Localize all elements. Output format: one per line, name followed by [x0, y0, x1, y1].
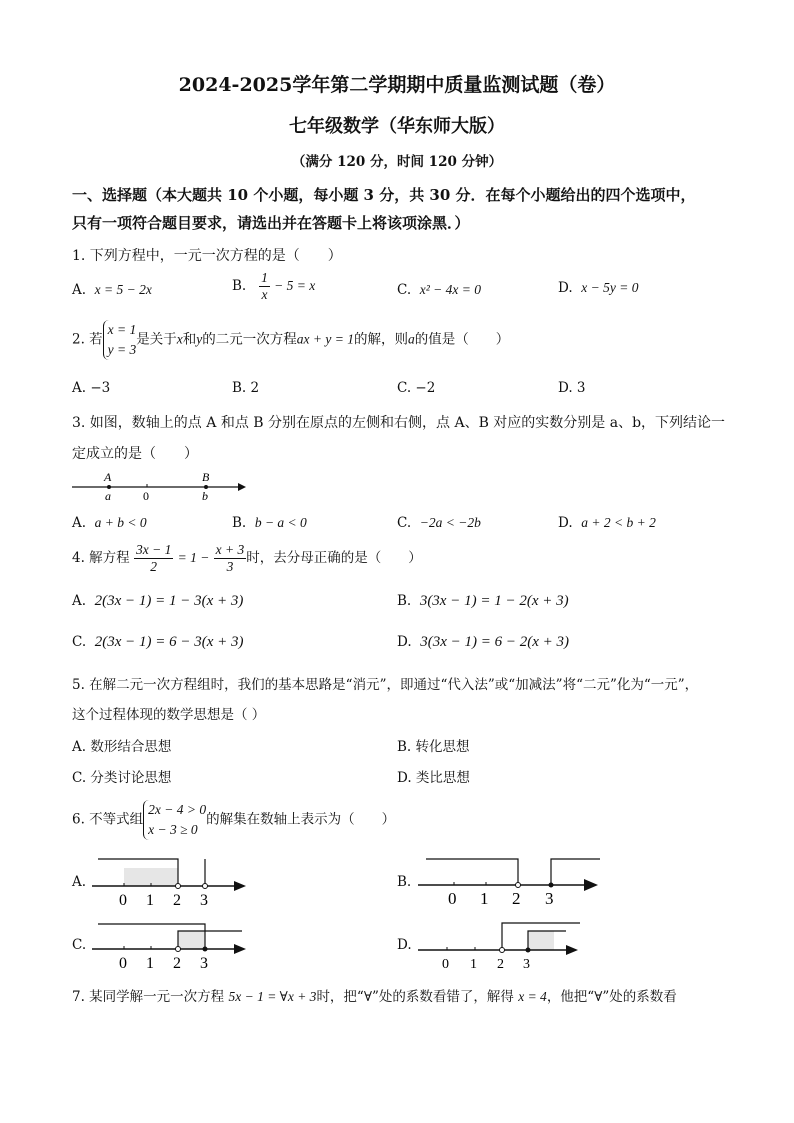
q6c-tick-1: 1: [146, 955, 154, 972]
q6-option-a-number-line: [88, 855, 248, 911]
q6c-tick-3: 3: [200, 955, 208, 972]
q4-option-c-expr: 2(3x − 1) = 6 − 3(x + 3): [94, 634, 244, 650]
q6-option-d-label: D.: [397, 937, 412, 953]
q2-option-a: A. −3: [72, 380, 111, 396]
q1-option-d: [558, 280, 638, 296]
q6-system: [143, 800, 206, 840]
q4-suffix: 时，去分母正确的是（ ）: [246, 550, 422, 566]
q6-option-c-label: C.: [72, 937, 87, 953]
section-heading-line2: 只有一项符合题目要求，请选出并在答题卡上将该项涂黑．）: [72, 214, 470, 232]
q6a-tick-3: 3: [200, 892, 208, 909]
q3-number-line: [70, 468, 255, 508]
q6b-tick-0: 0: [448, 889, 457, 908]
q6-system-eq1: 2x − 4 > 0: [148, 802, 207, 817]
q5-option-d: D. 类比思想: [397, 770, 470, 786]
q1-option-c-expr: x² − 4x = 0: [419, 282, 481, 297]
q1-option-d-label: D.: [558, 280, 573, 296]
q1-option-b-num: 1: [261, 270, 268, 285]
q6-option-b-number-line: [414, 852, 604, 908]
q7-solution: x = 4: [518, 989, 547, 1004]
q1-option-b-rest: − 5 = x: [274, 278, 316, 293]
q4-option-d-expr: 3(3x − 1) = 6 − 2(x + 3): [420, 634, 570, 650]
q5-option-a: A. 数形结合思想: [72, 739, 172, 755]
q6b-tick-2: 2: [512, 889, 521, 908]
q1-option-b-label: B.: [232, 278, 247, 294]
q3-option-c-label: C.: [397, 515, 412, 531]
q4-fraction-2-den: 3: [226, 559, 234, 574]
q1-option-a: [72, 282, 152, 298]
q3-option-b-expr: b − a < 0: [254, 515, 307, 530]
q6-stem: [72, 800, 395, 840]
q3-stem-line2: 定成立的是（ ）: [72, 446, 198, 462]
q4-option-c: [72, 634, 244, 651]
q4-mid: = 1 −: [177, 550, 210, 565]
q6d-tick-1: 1: [470, 957, 477, 972]
q1-option-c: [397, 282, 481, 298]
q4-fraction-1-num: 3x − 1: [135, 542, 172, 557]
q7-mid: 时，把“: [316, 989, 364, 1005]
q2-var-y: y: [196, 331, 203, 347]
q6d-tick-3: 3: [523, 957, 530, 972]
q3-point-a-label: A: [104, 470, 112, 484]
q6b-tick-1: 1: [480, 889, 489, 908]
q3-option-a: [72, 515, 147, 531]
section-heading-line1: 一、选择题（本大题共 10 个小题，每小题 3 分，共 30 分．在每个小题给出的四个选项中，: [72, 186, 696, 204]
q4-option-b-expr: 3(3x − 1) = 1 − 2(x + 3): [419, 593, 569, 609]
q6c-tick-2: 2: [173, 955, 181, 972]
q3-value-b: b: [202, 489, 208, 503]
q3-option-d-label: D.: [558, 515, 573, 531]
q2-var-x: x: [176, 331, 183, 347]
q2-mid1: 是关于: [136, 331, 177, 348]
q7-mid3: ，他把“: [546, 989, 595, 1005]
q2-stem: [72, 320, 509, 360]
q7-mid2: ”处的系数看错了，解得: [372, 989, 514, 1005]
q2-mid4: 的解，则: [354, 331, 408, 348]
q2-system: [103, 320, 137, 360]
q4-stem: [72, 542, 422, 575]
q3-option-a-expr: a + b < 0: [94, 515, 147, 530]
q3-point-b-label: B: [202, 470, 210, 484]
q6a-tick-1: 1: [146, 892, 154, 909]
q3-option-d-expr: a + 2 < b + 2: [581, 515, 656, 530]
q5-option-c: C. 分类讨论思想: [72, 770, 172, 786]
q3-origin-label: 0: [143, 489, 149, 503]
q6-suffix: 的解集在数轴上表示为（ ）: [206, 811, 396, 828]
q4-option-d-label: D.: [397, 634, 412, 650]
paper-note: （满分 120 分，时间 120 分钟）: [291, 154, 503, 170]
q4-option-d: [397, 634, 569, 651]
q3-value-a: a: [105, 489, 111, 503]
q4-fraction-1: [134, 542, 173, 575]
q6a-tick-0: 0: [119, 892, 127, 909]
q1-option-b-den: x: [261, 287, 268, 302]
q1-option-a-expr: x = 5 − 2x: [94, 282, 152, 297]
q2-system-eq2: y = 3: [107, 342, 137, 357]
q2-prefix: 2. 若: [72, 331, 103, 348]
q6-option-a-label: A.: [72, 874, 87, 890]
q3-option-d: [558, 515, 656, 531]
q7-stem: [72, 985, 677, 1005]
q3-option-b: [232, 515, 307, 531]
q7-suffix: ”处的系数看: [602, 989, 677, 1005]
q6-prefix: 6. 不等式组: [72, 811, 144, 828]
q5-option-b: B. 转化思想: [397, 739, 470, 755]
q1-stem: 1. 下列方程中，一元一次方程的是（ ）: [72, 248, 342, 264]
q3-option-c: [397, 515, 481, 531]
q6c-tick-0: 0: [119, 955, 127, 972]
q2-system-eq1: x = 1: [107, 322, 137, 337]
q2-option-b: B. 2: [232, 380, 260, 396]
q5-stem-line1: 5. 在解二元一次方程组时，我们的基本思路是“消元”，即通过“代入法”或“加减法”将“二元”化为“一元”，: [72, 677, 699, 693]
q2-option-c: C. −2: [397, 380, 436, 396]
q7-prefix: 7. 某同学解一元一次方程: [72, 989, 225, 1005]
q6-option-c-number-line: [88, 918, 248, 974]
q1-option-b-fraction: [259, 270, 270, 303]
q6-option-d-number-line: [414, 918, 584, 972]
q4-fraction-2: [214, 542, 247, 575]
q4-fraction-2-num: x + 3: [215, 542, 245, 557]
q1-option-a-label: A.: [72, 282, 87, 298]
q3-option-c-expr: −2a < −2b: [419, 515, 481, 530]
q2-equation: ax + y = 1: [296, 331, 354, 347]
q2-var-a: a: [408, 331, 415, 347]
paper-title: 2024-2025学年第二学期期中质量监测试题（卷）: [178, 74, 616, 96]
q3-stem-line1: 3. 如图，数轴上的点 A 和点 B 分别在原点的左侧和右侧，点 A、B 对应的实数分别是 a、b，下列结论一: [72, 415, 726, 431]
q4-option-c-label: C.: [72, 634, 87, 650]
q2-mid2: 和: [182, 331, 197, 348]
q4-option-a-expr: 2(3x − 1) = 1 − 3(x + 3): [94, 593, 244, 609]
q4-option-a: [72, 593, 243, 610]
q2-option-d: D. 3: [558, 380, 586, 396]
q7-equation: 5x − 1 = ∀x + 3: [228, 989, 317, 1004]
q1-option-c-label: C.: [397, 282, 412, 298]
paper-subtitle: 七年级数学（华东师大版）: [289, 116, 505, 137]
q3-option-b-label: B.: [232, 515, 247, 531]
q1-option-d-expr: x − 5y = 0: [581, 280, 639, 295]
q6d-tick-0: 0: [442, 957, 449, 972]
q7-w2: ∀: [594, 989, 603, 1005]
q3-option-a-label: A.: [72, 515, 87, 531]
q4-fraction-1-den: 2: [150, 559, 158, 574]
q6-system-eq2: x − 3 ≥ 0: [148, 822, 198, 837]
q6a-tick-2: 2: [173, 892, 181, 909]
q4-option-b: [397, 593, 569, 610]
q7-w1: ∀: [363, 989, 372, 1005]
q1-option-b: [232, 270, 315, 303]
q5-stem-line2: 这个过程体现的数学思想是（ ）: [72, 707, 266, 723]
q2-mid3: 的二元一次方程: [202, 331, 297, 348]
q4-prefix: 4. 解方程: [72, 550, 130, 566]
q6d-tick-2: 2: [497, 957, 504, 972]
q2-suffix: 的值是（ ）: [414, 331, 510, 348]
q4-option-b-label: B.: [397, 593, 412, 609]
q6b-tick-3: 3: [545, 889, 554, 908]
q4-option-a-label: A.: [72, 593, 87, 609]
q6-option-b-label: B.: [397, 874, 412, 890]
